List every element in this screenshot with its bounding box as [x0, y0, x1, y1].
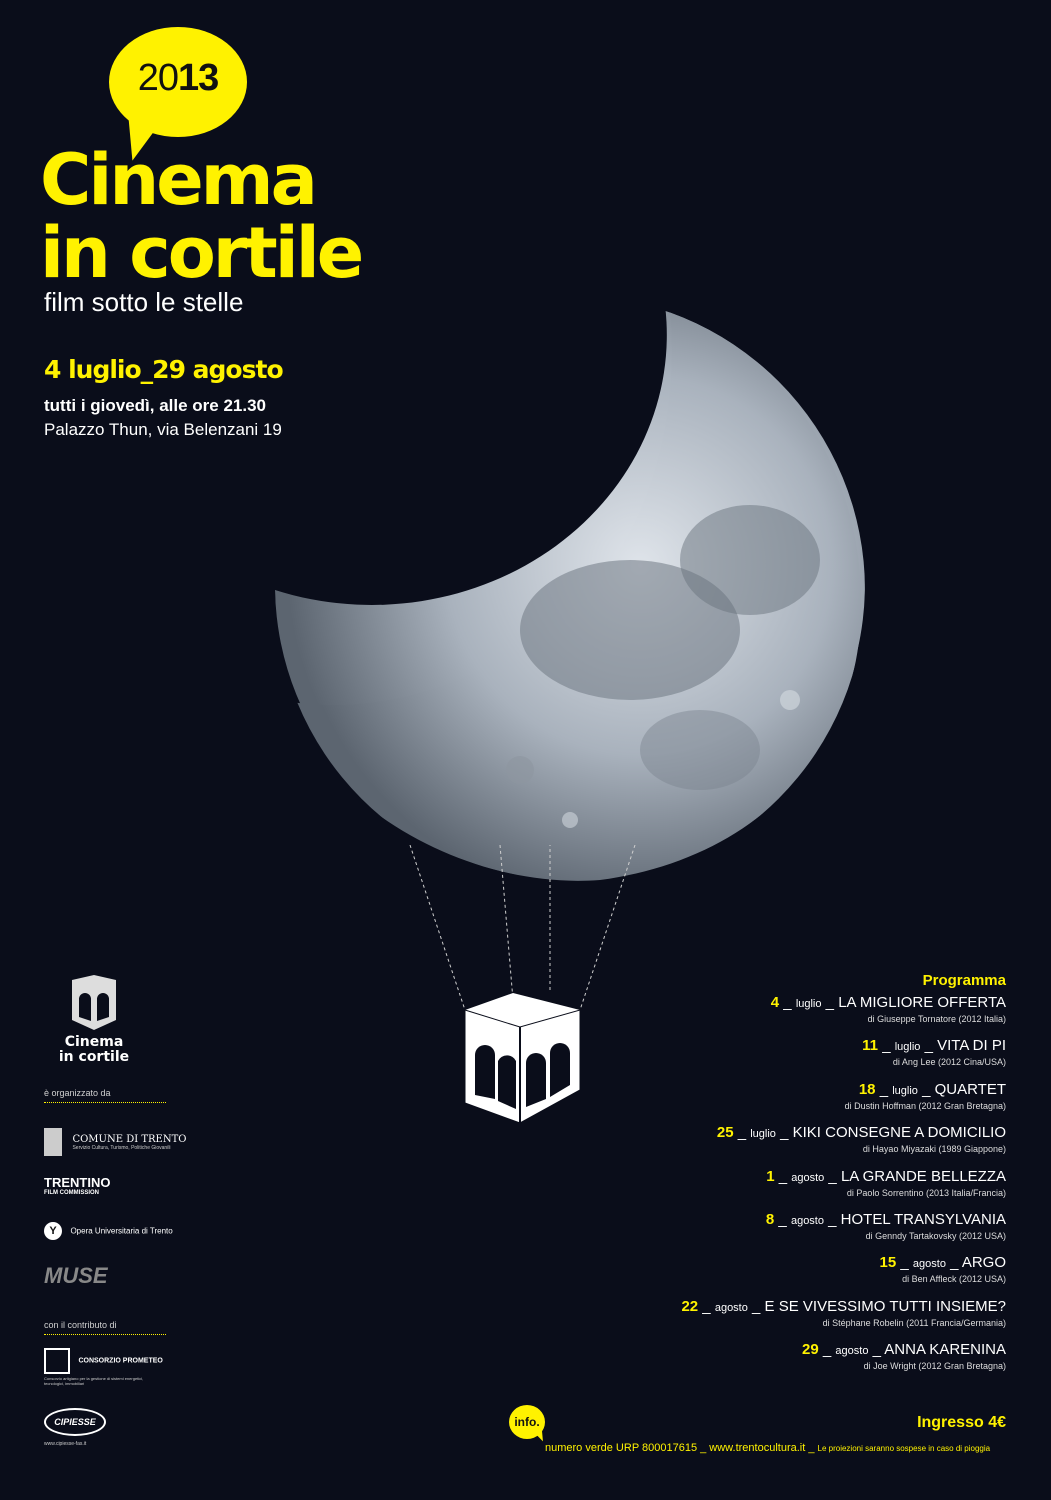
film-month: agosto	[835, 1345, 869, 1358]
contributor-name: CIPIESSE	[44, 1408, 106, 1436]
film-month: agosto	[912, 1258, 946, 1271]
sponsor-opera-universitaria	[44, 1222, 173, 1240]
contributor-prometeo	[44, 1348, 164, 1386]
cinema-in-cortile-logo	[44, 975, 144, 1065]
ticket-price: Ingresso 4€	[917, 1414, 1006, 1431]
contributor-cipiesse	[44, 1408, 106, 1447]
moon-illustration	[270, 300, 870, 900]
sponsor-name: TRENTINO	[44, 1175, 111, 1190]
footer-note: Le proiezioni saranno sospese in caso di pioggia	[817, 1444, 991, 1453]
program-item: 4 _ luglio _ LA MIGLIORE OFFERTA di Giuseppe Tornatore (2012 Italia)	[546, 993, 1006, 1036]
film-day: 1	[766, 1167, 775, 1185]
film-month: luglio	[750, 1128, 776, 1141]
title-line-1: Cinema	[40, 139, 315, 221]
film-month: luglio	[795, 998, 822, 1010]
film-month: agosto	[791, 1171, 825, 1184]
film-title: HOTEL TRANSYLVANIA	[840, 1210, 1006, 1228]
contributor-sub: www.cipiesse-fas.it	[44, 1441, 87, 1447]
film-title: E SE VIVESSIMO TUTTI INSIEME?	[764, 1297, 1006, 1315]
film-director: di Joe Wright (2012 Gran Bretagna)	[863, 1361, 1006, 1372]
footer-main: numero verde URP 800017615 _ www.trentocultura.it _	[545, 1442, 815, 1454]
film-day: 29	[802, 1341, 819, 1359]
film-month: agosto	[790, 1214, 824, 1227]
sponsor-sub: FILM COMMISSION	[44, 1190, 99, 1196]
film-director: di Stéphane Robelin (2011 Francia/Germania)	[822, 1317, 1006, 1328]
program-item: 1 _ agosto _ LA GRANDE BELLEZZA di Paolo Sorrentino (2013 Italia/Francia)	[546, 1167, 1006, 1210]
divider	[44, 1102, 166, 1103]
film-day: 8	[765, 1210, 775, 1228]
film-day: 25	[716, 1124, 734, 1142]
logo-cube-icon	[44, 975, 144, 1030]
sponsor-muse: MUSE	[44, 1263, 108, 1288]
sponsor-comune	[44, 1128, 186, 1156]
program-item: 22 _ agosto _ E SE VIVESSIMO TUTTI INSIEME? di Stéphane Robelin (2011 Francia/Germania)	[546, 1297, 1006, 1340]
program-item: 18 _ luglio _ QUARTET di Dustin Hoffman (2012 Gran Bretagna)	[546, 1080, 1006, 1123]
film-month: agosto	[714, 1301, 748, 1314]
program-item: 15 _ agosto _ ARGO di Ben Affleck (2012 USA)	[546, 1253, 1006, 1296]
logo-label-2: in cortile	[58, 1049, 130, 1065]
film-director: di Dustin Hoffman (2012 Gran Bretagna)	[844, 1100, 1006, 1111]
program-item: 29 _ agosto _ ANNA KARENINA di Joe Wright (2012 Gran Bretagna)	[546, 1340, 1006, 1383]
year-suffix: 13	[178, 57, 219, 99]
film-title: LA GRANDE BELLEZZA	[840, 1167, 1006, 1185]
film-title: LA MIGLIORE OFFERTA	[838, 994, 1006, 1011]
program-item: 25 _ luglio _ KIKI CONSEGNE A DOMICILIO di Hayao Miyazaki (1989 Giappone)	[546, 1123, 1006, 1166]
film-director: di Genndy Tartakovsky (2012 USA)	[865, 1230, 1006, 1241]
sponsor-name: COMUNE DI TRENTO	[72, 1133, 187, 1145]
title-line-2: in cortile	[40, 212, 362, 294]
info-badge: info.	[509, 1405, 545, 1439]
film-director: di Ang Lee (2012 Cina/USA)	[892, 1057, 1006, 1068]
program-item: 11 _ luglio _ VITA DI PI di Ang Lee (2012 Cina/USA)	[546, 1036, 1006, 1079]
film-director: di Hayao Miyazaki (1989 Giappone)	[862, 1144, 1006, 1155]
film-director: di Paolo Sorrentino (2013 Italia/Francia)	[846, 1187, 1006, 1198]
event-venue: Palazzo Thun, via Belenzani 19	[44, 420, 282, 439]
footer-info	[545, 1442, 990, 1454]
opera-logo-icon: Y	[44, 1222, 62, 1240]
contributor-name: CONSORZIO PROMETEO	[78, 1357, 163, 1365]
film-month: luglio	[892, 1084, 918, 1097]
film-director: di Giuseppe Tornatore (2012 Italia)	[867, 1014, 1006, 1024]
film-title: VITA DI PI	[937, 1037, 1006, 1055]
film-day: 4	[770, 994, 780, 1011]
organized-by-label: è organizzato da	[44, 1088, 111, 1098]
film-month: luglio	[894, 1041, 921, 1054]
divider	[44, 1334, 166, 1335]
film-title: QUARTET	[934, 1080, 1006, 1098]
house-icon	[44, 1348, 70, 1374]
film-title: ANNA KARENINA	[884, 1341, 1006, 1359]
sponsor-sub: Servizio Cultura, Turismo, Politiche Giovanili	[72, 1144, 171, 1151]
event-dates: 4 luglio_29 agosto	[44, 355, 283, 384]
logo-label-1: Cinema	[64, 1034, 124, 1050]
subtitle: film sotto le stelle	[44, 287, 244, 317]
film-title: ARGO	[961, 1254, 1006, 1272]
program-list	[546, 972, 1006, 1384]
coat-of-arms-icon	[44, 1128, 62, 1156]
contributor-sub: Consorzio artigiano per la gestione di sistemi energetici, tecnologici, immobiliari	[44, 1376, 144, 1386]
film-title: KIKI CONSEGNE A DOMICILIO	[792, 1124, 1006, 1142]
film-day: 11	[862, 1037, 879, 1055]
film-day: 18	[858, 1080, 876, 1098]
film-director: di Ben Affleck (2012 USA)	[902, 1274, 1006, 1285]
sponsor-film-commission	[44, 1175, 110, 1196]
film-day: 15	[879, 1254, 897, 1272]
year-prefix: 20	[137, 57, 178, 99]
program-item: 8 _ agosto _ HOTEL TRANSYLVANIA di Genndy Tartakovsky (2012 USA)	[546, 1210, 1006, 1253]
film-day: 22	[681, 1297, 699, 1315]
event-schedule: tutti i giovedì, alle ore 21.30	[44, 396, 267, 415]
program-heading: Programma	[922, 972, 1006, 989]
contribution-label: con il contributo di	[44, 1320, 117, 1330]
sponsor-name: Opera Universitaria di Trento	[70, 1226, 173, 1236]
